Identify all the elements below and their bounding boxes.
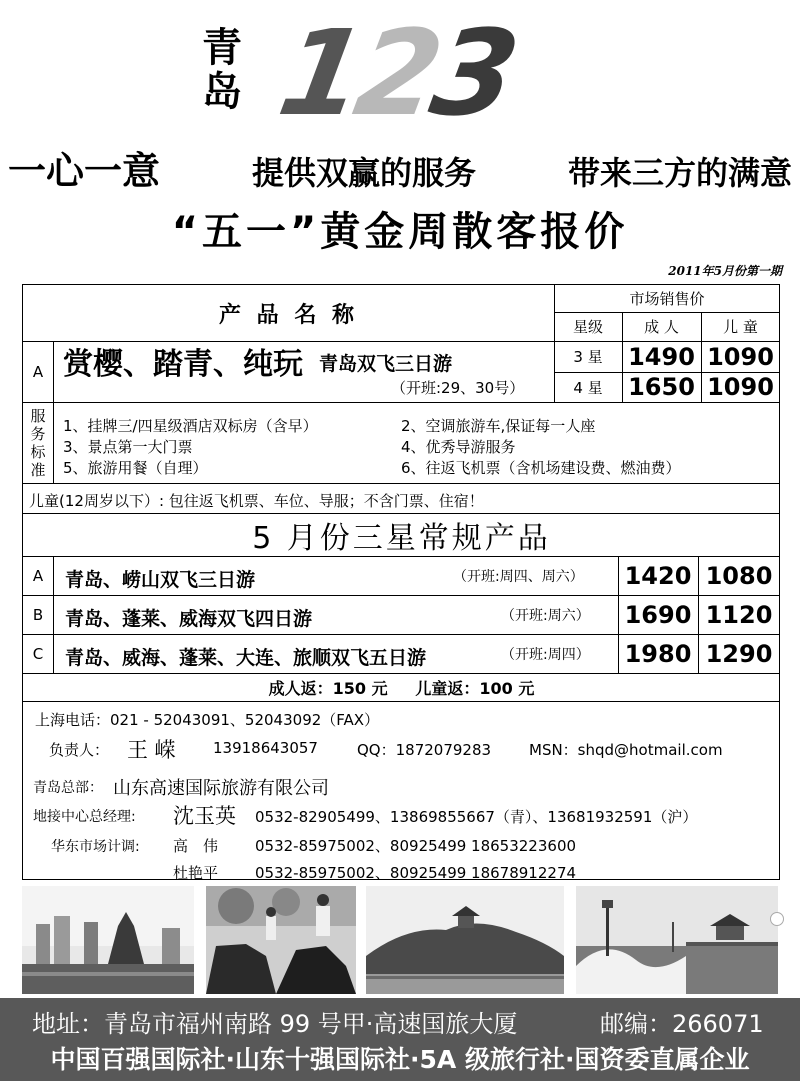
promo-schedule: （开班:29、30号） — [391, 379, 525, 397]
logo-digit-3: 3 — [422, 4, 523, 142]
promo-child-price-3: 1090 — [707, 342, 774, 371]
promo-name: 青岛双飞三日游 — [319, 353, 453, 375]
promo-theme: 赏樱、踏青、纯玩 — [63, 347, 303, 382]
logo-city-text: 青 岛 — [202, 24, 242, 115]
manager-name: 沈玉英 — [173, 804, 236, 828]
product-code: A — [32, 566, 44, 585]
east1-name: 高 伟 — [173, 837, 219, 855]
product-code: B — [32, 605, 44, 624]
product-schedule: （开班:周四、周六） — [453, 569, 584, 585]
header-product-name: 产 品 名 称 — [219, 302, 358, 328]
product-name: 青岛、蓬莱、威海双飞四日游 — [65, 608, 313, 630]
logo-digit-1: 1 — [269, 4, 371, 142]
logo-number — [269, 4, 523, 142]
east-label: 华东市场计调: — [51, 839, 140, 855]
logo-digit-2: 2 — [345, 4, 447, 142]
service-item: 3、景点第一大门票 — [63, 438, 193, 456]
service-label: 服 务 标 准 — [30, 406, 46, 479]
child-note: 儿童(12周岁以下）: 包往返飞机票、车位、导服；不含门票、住宿！ — [29, 492, 484, 510]
slogan-part-1: 一心一意 — [8, 149, 161, 193]
promo-star-4: 4 星 — [573, 378, 603, 397]
person-name: 王 嵘 — [127, 738, 176, 762]
promo-code: A — [32, 362, 44, 381]
price-table — [22, 284, 780, 880]
footer-zipcode: 邮编：266071 — [600, 1010, 764, 1038]
product-schedule: （开班:周四） — [501, 647, 590, 663]
manager-label: 地接中心总经理: — [33, 809, 136, 825]
decorative-dot — [770, 912, 784, 926]
may-heading: 5 月份三星常规产品 — [252, 520, 551, 556]
person-qq: QQ：1872079283 — [357, 741, 492, 759]
promo-star-3: 3 星 — [573, 348, 603, 366]
photo-mounted-police — [206, 886, 356, 994]
product-child-price: 1120 — [705, 600, 773, 629]
header-child: 儿 童 — [723, 318, 758, 336]
product-child-price: 1080 — [705, 561, 773, 590]
product-adult-price: 1420 — [624, 561, 692, 590]
promo-child-price-4: 1090 — [707, 373, 774, 401]
product-adult-price: 1980 — [624, 639, 692, 668]
photo-pier-waves — [576, 886, 778, 994]
product-name: 青岛、威海、蓬莱、大连、旅顺双飞五日游 — [65, 647, 427, 669]
east2-name: 杜艳平 — [173, 864, 219, 882]
promo-adult-price-4: 1650 — [628, 373, 695, 401]
rebate-line: 成人返：150 元 儿童返：100 元 — [268, 678, 535, 698]
issue-label: 2011年5月份第一期 — [668, 264, 782, 278]
photo-may-fourth-square — [22, 886, 194, 994]
person-label: 负责人： — [49, 741, 110, 759]
product-schedule: （开班:周六） — [501, 608, 590, 624]
footer-address: 地址：青岛市福州南路 99 号甲·高速国旅大厦 — [32, 1010, 518, 1038]
slogan — [8, 140, 792, 195]
header-adult: 成 人 — [644, 318, 679, 336]
person-msn: MSN：shqd@hotmail.com — [529, 741, 723, 759]
photo-island-pavilion — [366, 886, 564, 994]
slogan-part-3: 带来三方的满意 — [567, 154, 792, 192]
footer-slogan: 中国百强国际社·山东十强国际社·5A 级旅行社·国资委直属企业 — [50, 1045, 750, 1074]
hq-label: 青岛总部： — [33, 780, 103, 796]
service-item: 2、空调旅游车,保证每一人座 — [401, 417, 596, 435]
header-star: 星级 — [572, 318, 603, 336]
page-title: “五一”黄金周散客报价 — [171, 209, 629, 255]
manager-phone: 0532-82905499、13869855667（青）、13681932591（沪） — [255, 808, 698, 826]
header-market-price: 市场销售价 — [629, 290, 705, 308]
product-child-price: 1290 — [705, 639, 773, 668]
service-item: 6、往返飞机票（含机场建设费、燃油费） — [401, 459, 681, 477]
product-name: 青岛、崂山双飞三日游 — [65, 569, 256, 591]
product-adult-price: 1690 — [624, 600, 692, 629]
promo-adult-price-3: 1490 — [628, 342, 695, 371]
east2-phone: 0532-85975002、80925499 18678912274 — [255, 864, 577, 882]
east1-phone: 0532-85975002、80925499 18653223600 — [255, 837, 577, 855]
service-item: 4、优秀导游服务 — [401, 438, 516, 456]
person-phone: 13918643057 — [213, 739, 318, 757]
slogan-part-2: 提供双赢的服务 — [251, 154, 476, 192]
hq-name: 山东高速国际旅游有限公司 — [113, 778, 329, 799]
shanghai-phone: 上海电话：021 - 52043091、52043092（FAX） — [35, 711, 380, 729]
service-item: 5、旅游用餐（自理） — [63, 459, 208, 477]
product-code: C — [32, 644, 44, 663]
service-item: 1、挂牌三/四星级酒店双标房（含早） — [63, 417, 318, 435]
